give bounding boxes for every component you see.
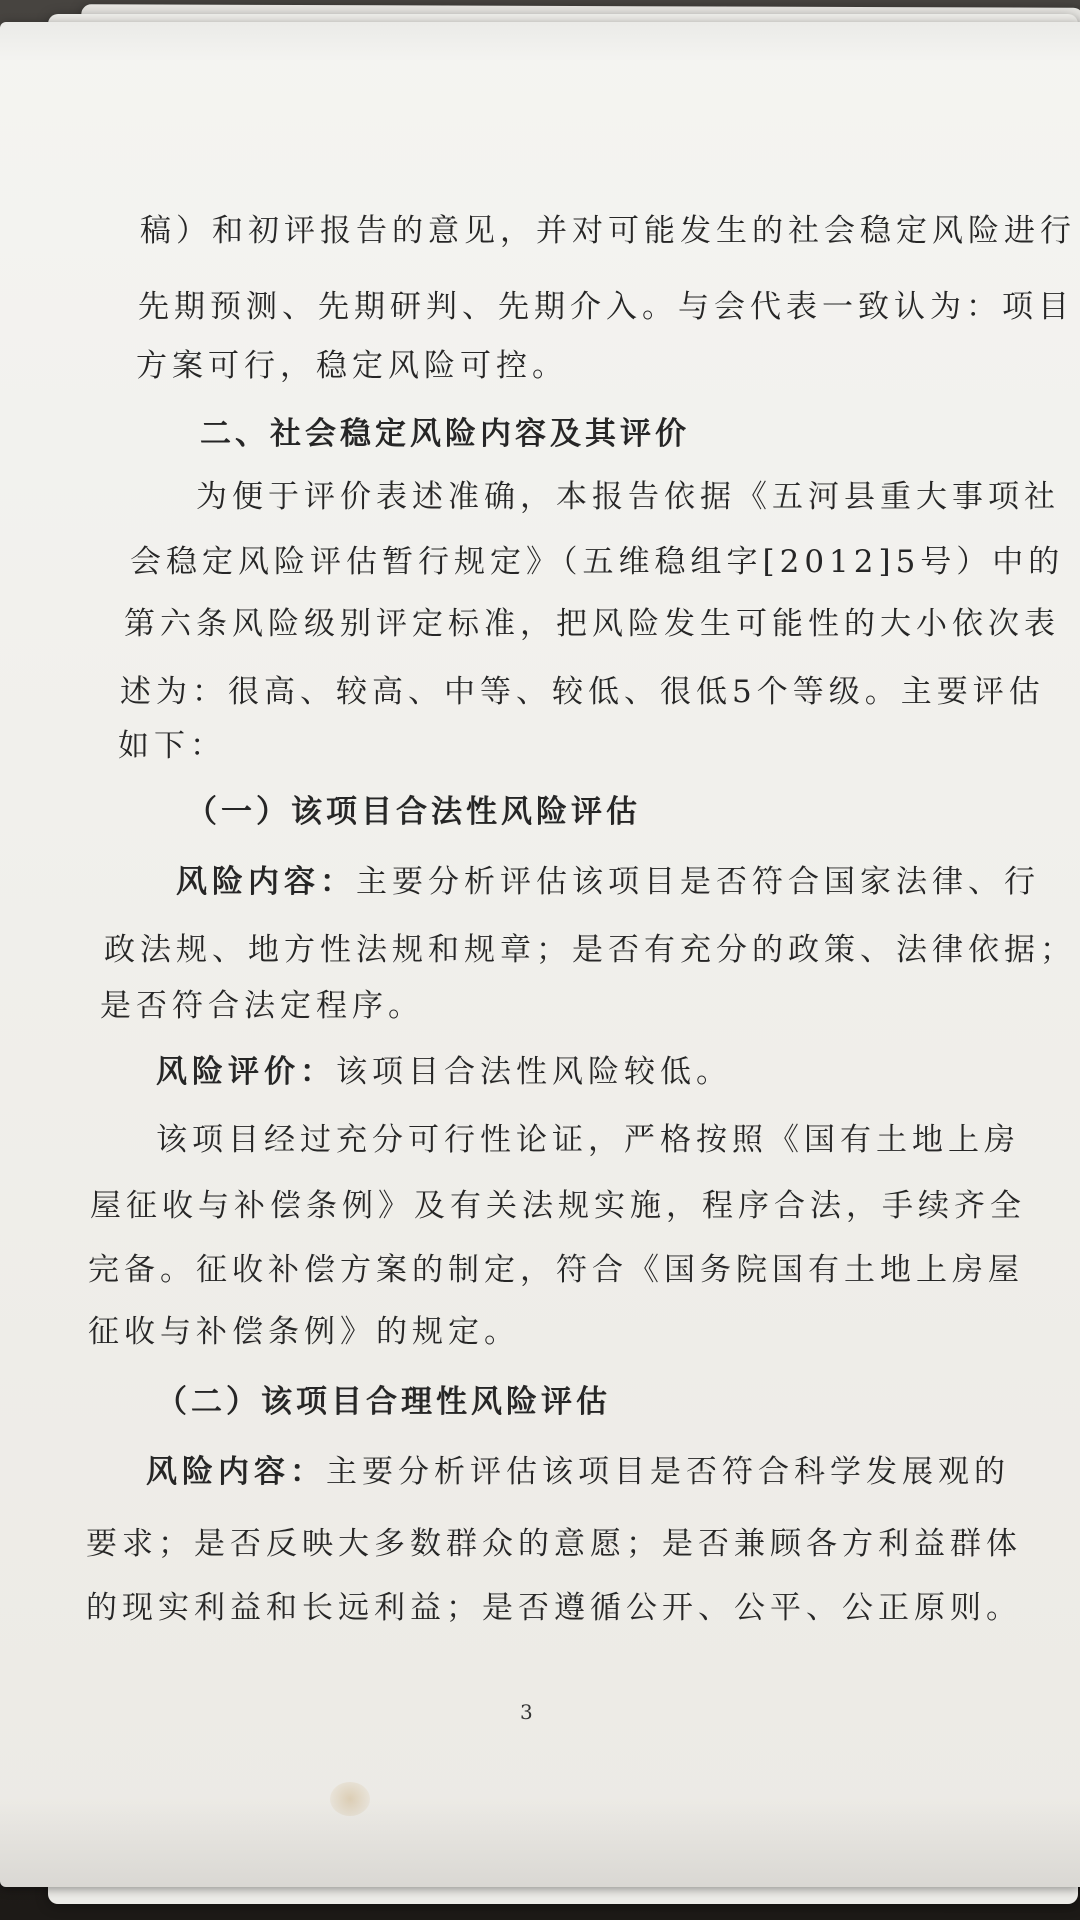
- risk-content-text: 主要分析评估该项目是否符合国家法律、行: [356, 864, 1040, 900]
- risk-evaluation-line: [156, 1052, 732, 1092]
- document-page: [0, 22, 1080, 1887]
- text-line-22: 的现实利益和长远利益；是否遵循公开、公平、公正原则。: [86, 1590, 1022, 1626]
- text-line-13: 是否符合法定程序。: [100, 988, 424, 1024]
- text-line-5: 为便于评价表述准确，本报告依据《五河县重大事项社: [196, 479, 1060, 515]
- text-line-9: 如下：: [118, 728, 226, 764]
- page-bottom-shadow: [0, 1797, 1080, 1887]
- text-line-1: 稿）和初评报告的意见，并对可能发生的社会稳定风险进行: [140, 213, 1076, 249]
- text-line-7: 第六条风险级别评定标准，把风险发生可能性的大小依次表: [124, 606, 1060, 642]
- text-line-18: 征收与补偿条例》的规定。: [88, 1314, 520, 1350]
- text-line-6: 会稳定风险评估暂行规定》（五维稳组字[2012]5号）中的: [130, 544, 1065, 580]
- risk-content-label-2: 风险内容：: [146, 1454, 326, 1490]
- text-line-17: 完备。征收补偿方案的制定，符合《国务院国有土地上房屋: [88, 1252, 1024, 1288]
- text-line-16: 屋征收与补偿条例》及有关法规实施，程序合法，手续齐全: [90, 1188, 1026, 1224]
- risk-content-label: 风险内容：: [176, 864, 356, 900]
- risk-evaluation-label: 风险评价：: [156, 1054, 336, 1090]
- text-line-15: 该项目经过充分可行性论证，严格按照《国有土地上房: [156, 1122, 1020, 1158]
- page-number: 3: [520, 1700, 533, 1724]
- risk-content-text-2: 主要分析评估该项目是否符合科学发展观的: [326, 1454, 1010, 1490]
- text-line-12: 政法规、地方性法规和规章；是否有充分的政策、法律依据；: [104, 932, 1076, 968]
- text-line-21: 要求；是否反映大多数群众的意愿；是否兼顾各方利益群体: [86, 1526, 1022, 1562]
- risk-content-line-1: [176, 862, 1040, 902]
- subsection-heading-1: （一）该项目合法性风险评估: [186, 794, 641, 830]
- text-line-2: 先期预测、先期研判、先期介入。与会代表一致认为：项目: [138, 289, 1074, 325]
- risk-evaluation-text: 该项目合法性风险较低。: [336, 1054, 732, 1090]
- section-heading-2: 二、社会稳定风险内容及其评价: [200, 416, 690, 452]
- subsection-heading-2: （二）该项目合理性风险评估: [156, 1384, 611, 1420]
- text-line-3: 方案可行，稳定风险可控。: [136, 348, 568, 384]
- text-line-8: 述为：很高、较高、中等、较低、很低5个等级。主要评估: [120, 674, 1045, 710]
- page-content: [0, 22, 1080, 1887]
- risk-content-line-2: [146, 1452, 1010, 1492]
